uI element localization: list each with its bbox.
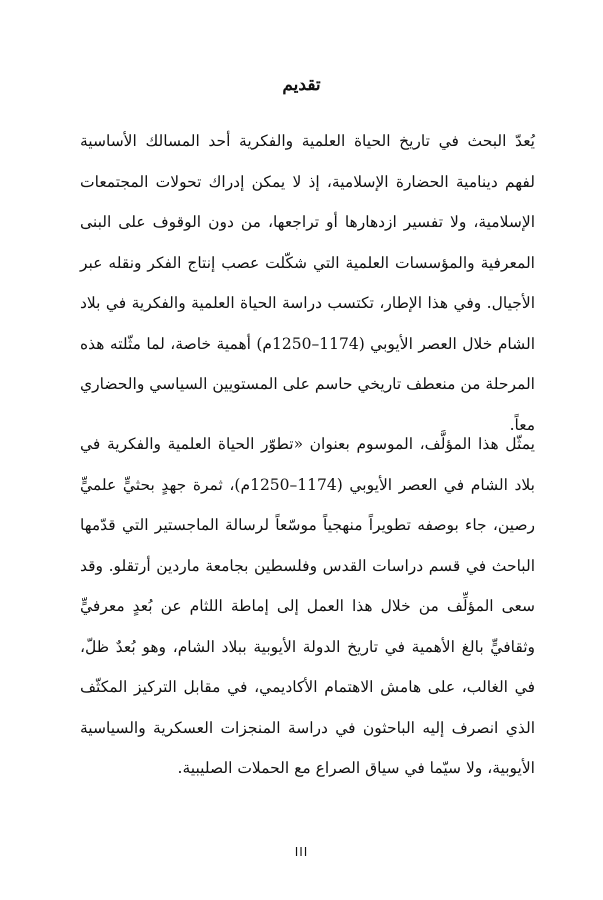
intro-paragraph-2: يمثّل هذا المؤلَّف، الموسوم بعنوان «تطوّر الحياة العلمية والفكرية في بلاد الشام في العصر الأيوبي (1174–1250م)، ثمرة جهدٍ بحثيٍّ علميٍّ رصين، جاء بوصفه تطويراً منهجياً موسّعاً لرسالة الماجستير التي قدّمها الباحث في قسم دراسات القدس وفلسطين بجامعة ماردين أرتقلو. وقد سعى المؤلِّف من خلال هذا العمل إلى إماطة اللثام عن بُعدٍ معرفيٍّ وثقافيٍّ بالغ الأهمية في تاريخ الدولة الأيوبية ببلاد الشام، وهو بُعدٌ ظلّ، في الغالب، على هامش الاهتمام الأكاديمي، في مقابل التركيز المكثّف الذي انصرف إليه الباحثون في دراسة المنجزات العسكرية والسياسية الأيوبية، ولا سيّما في سياق الصراع مع الحملات الصليبية.: [80, 435, 535, 777]
intro-paragraph-1: يُعدّ البحث في تاريخ الحياة العلمية والفكرية أحد المسالك الأساسية لفهم دينامية الحضارة الإسلامية، إذ لا يمكن إدراك تحولات المجتمعات الإسلامية، ولا تفسير ازدهارها أو تراجعها، من دون الوقوف على البنى المعرفية والمؤسسات العلمية التي شكّلت عصب إنتاج الفكر ونقله عبر الأجيال. وفي هذا الإطار، تكتسب دراسة الحياة العلمية والفكرية في بلاد الشام خلال العصر الأيوبي (1174–1250م) أهمية خاصة، لما مثّلته هذه المرحلة من منعطف تاريخي حاسم على المستويين السياسي والحضاري معاً.: [80, 132, 535, 434]
page-title: تقديم: [282, 75, 321, 96]
page-number: III: [294, 845, 309, 859]
